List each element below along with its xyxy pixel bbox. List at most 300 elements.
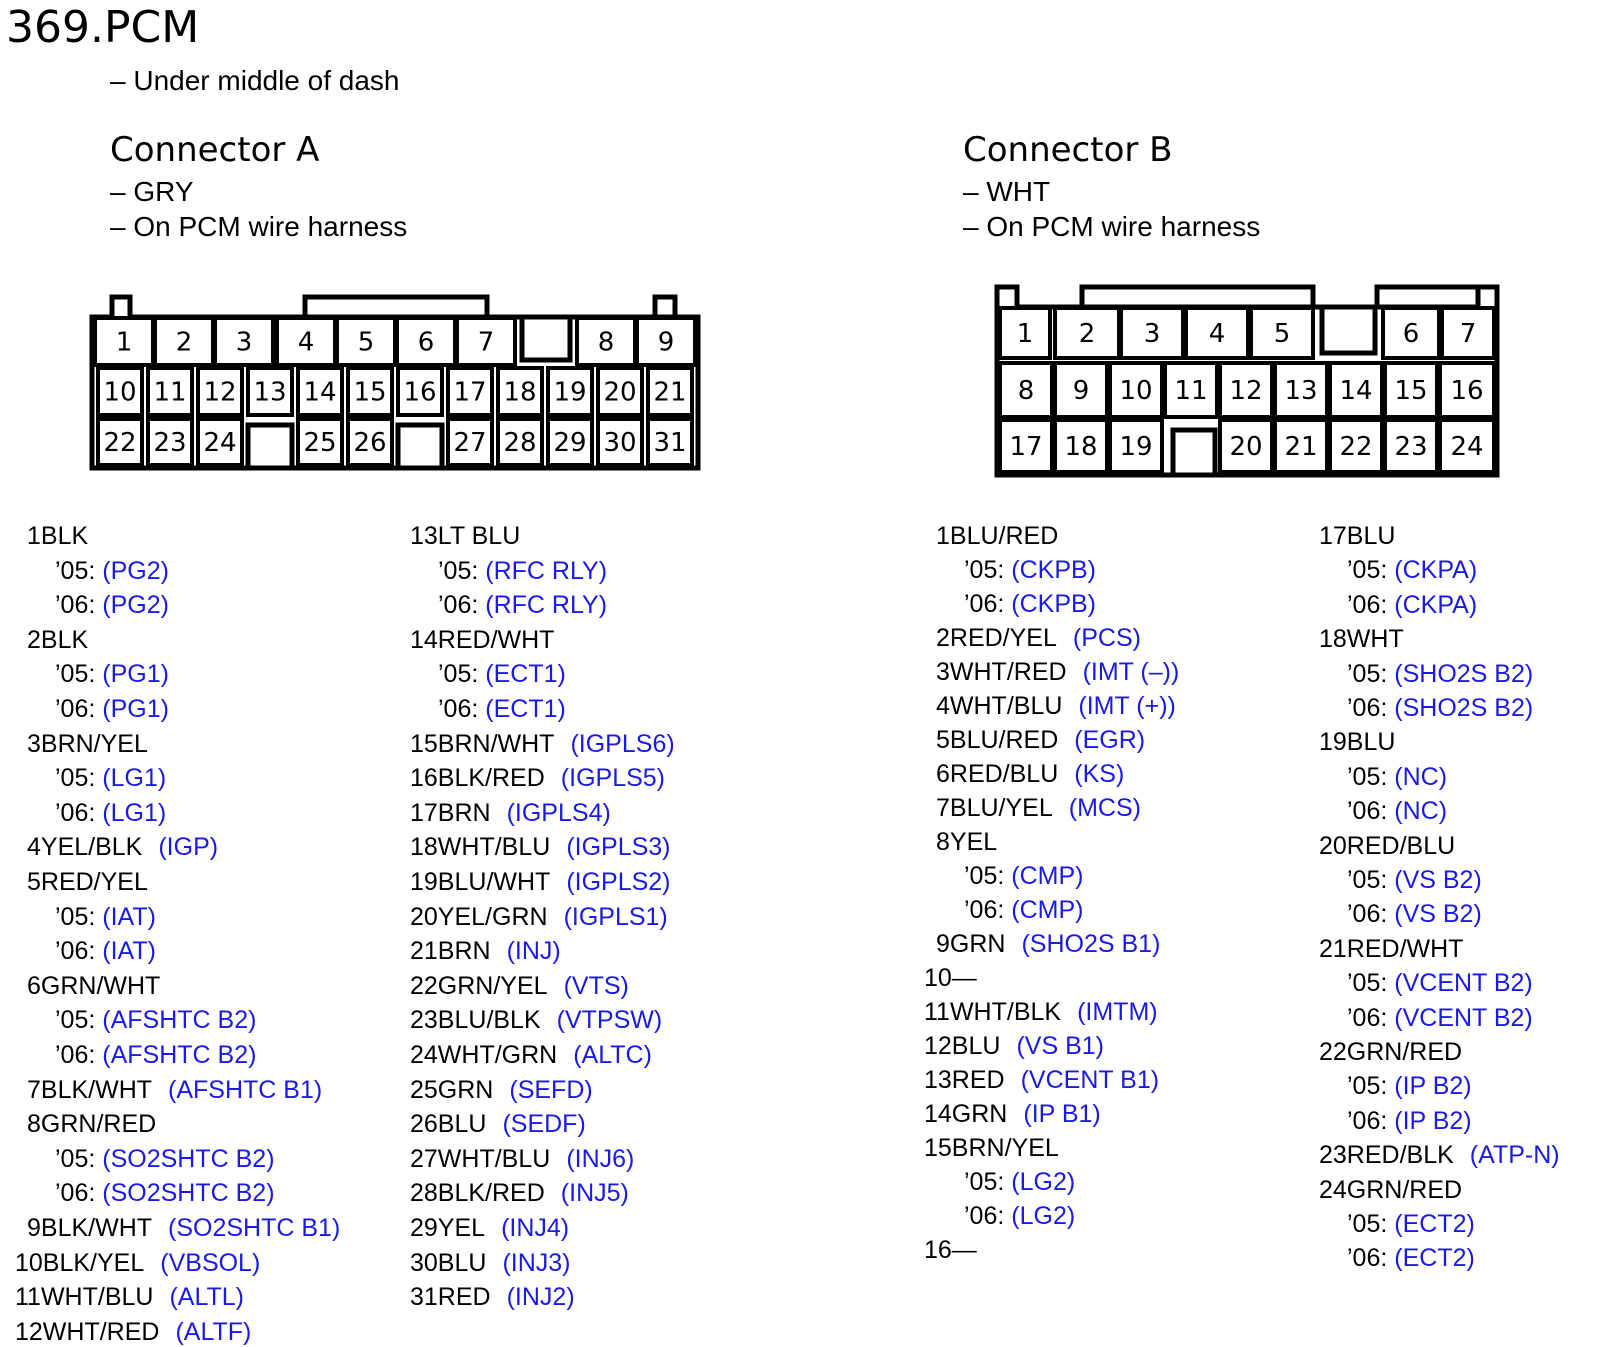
pin-year-entry	[55, 936, 156, 966]
connector-b-pin-number: 13	[1284, 376, 1318, 406]
pin-entry	[924, 1133, 1059, 1163]
pin-entry	[936, 827, 997, 857]
pin-year-entry	[1347, 762, 1447, 792]
pin-wire-color: 20RED/BLU	[1319, 831, 1456, 860]
connector-a-pin-number: 17	[453, 377, 487, 408]
pin-signal: (PG1)	[102, 660, 169, 689]
connector-a-pin-number: 26	[353, 428, 387, 458]
pin-wire-color: 18WHT/BLU	[410, 833, 551, 862]
pin-entry	[1319, 934, 1463, 964]
pin-wire-color: 22GRN/RED	[1319, 1038, 1463, 1066]
connector-a-pin-number: 18	[503, 377, 537, 408]
pin-model-year: ’05:	[964, 556, 1012, 584]
connector-b-harness: – On PCM wire harness	[963, 211, 1261, 242]
pin-signal: (PG1)	[102, 695, 169, 723]
pin-wire-color: 20YEL/GRN	[410, 902, 548, 931]
pin-wire-color: 12WHT/RED	[15, 1317, 160, 1346]
pin-wire-color: 4YEL/BLK	[27, 833, 143, 862]
pin-model-year: ’05:	[964, 862, 1012, 890]
pin-signal: (RFC RLY)	[485, 591, 608, 620]
connector-a-title: Connector A	[110, 130, 320, 170]
pin-signal: (SHO2S B2)	[1394, 694, 1534, 722]
connector-a-pin-number: 5	[357, 327, 375, 358]
pin-signal: (PG2)	[102, 556, 169, 585]
pin-year-entry	[1347, 1243, 1475, 1273]
pin-wire-color: 1BLU/RED	[936, 522, 1059, 550]
pin-signal: (SO2SHTC B1)	[168, 1214, 341, 1242]
pin-wire-color: 1BLK	[27, 522, 89, 550]
connector-a-pin-number: 16	[403, 377, 437, 408]
pin-entry	[924, 1235, 977, 1265]
connector-b-pin-number: 7	[1459, 319, 1477, 349]
pin-wire-color: 30BLU	[410, 1248, 487, 1277]
pin-model-year: ’05:	[964, 1168, 1012, 1196]
pin-signal: (SEFD)	[509, 1075, 593, 1104]
pin-year-entry	[1347, 865, 1482, 895]
pin-wire-color: 14GRN	[924, 1100, 1008, 1128]
pin-wire-color: 17BLU	[1319, 522, 1396, 550]
pin-signal: (ALTF)	[175, 1317, 252, 1346]
pin-signal: (IGPLS1)	[563, 902, 668, 931]
connector-b-pin-number: 6	[1402, 319, 1420, 349]
pin-model-year: ’05:	[1347, 1210, 1395, 1238]
pin-signal: (NC)	[1394, 762, 1448, 791]
pin-entry	[27, 1109, 156, 1139]
pin-wire-color: 26BLU	[410, 1110, 487, 1139]
pin-year-entry	[1347, 1071, 1472, 1101]
pin-wire-color: 28BLK/RED	[410, 1179, 545, 1208]
connector-a-pin-number: 25	[303, 428, 337, 458]
connector-b-pin-number: 1	[1016, 319, 1034, 349]
pin-year-entry	[438, 659, 566, 689]
pin-entry	[410, 1040, 652, 1070]
pin-wire-color: 14RED/WHT	[410, 625, 555, 654]
pin-entry	[27, 832, 218, 862]
pin-signal: (VS B2)	[1394, 900, 1482, 929]
pin-year-entry	[1347, 1003, 1533, 1033]
pin-signal: (VCENT B2)	[1394, 969, 1533, 998]
pin-wire-color: 13RED	[924, 1066, 1005, 1094]
pin-entry	[27, 625, 88, 655]
pin-model-year: ’06:	[964, 590, 1012, 618]
pin-model-year: ’05:	[1347, 556, 1395, 585]
pin-signal: (VS B2)	[1394, 866, 1482, 894]
pin-entry	[924, 1099, 1101, 1129]
connector-a-pin-number: 15	[353, 377, 387, 408]
pin-signal: (INJ4)	[501, 1214, 570, 1242]
pin-wire-color: 15BRN/WHT	[410, 729, 555, 758]
pin-model-year: ’06:	[55, 798, 103, 827]
pin-signal: (LG2)	[1011, 1168, 1076, 1196]
connector-b-pin-number: 2	[1078, 319, 1096, 349]
pin-signal: (ECT2)	[1394, 1210, 1475, 1238]
location-note: – Under middle of dash	[110, 65, 400, 96]
pin-signal: (VS B1)	[1016, 1032, 1104, 1060]
connector-b-pin-number: 17	[1009, 432, 1043, 462]
pin-wire-color: 12BLU	[924, 1032, 1001, 1060]
pin-signal: (INJ2)	[506, 1283, 575, 1312]
pin-wire-color: 5BLU/RED	[936, 726, 1059, 754]
pin-entry	[410, 521, 520, 551]
pin-entry	[924, 1065, 1159, 1095]
pin-signal: (CKPA)	[1394, 556, 1478, 585]
pin-year-entry	[55, 798, 166, 828]
pin-wire-color: 10—	[924, 964, 977, 992]
pin-signal: (CKPB)	[1011, 590, 1096, 618]
connector-a-pin-number: 20	[603, 377, 637, 408]
pin-entry	[410, 1178, 629, 1208]
pin-model-year: ’05:	[55, 556, 103, 585]
pin-wire-color: 19BLU/WHT	[410, 868, 551, 896]
pin-entry	[410, 971, 629, 1001]
connector-b-pin-number: 24	[1450, 432, 1484, 462]
pin-signal: (LG1)	[102, 798, 167, 827]
pin-year-entry	[55, 590, 169, 620]
pin-year-entry	[964, 861, 1083, 891]
pin-wire-color: 3BRN/YEL	[27, 729, 148, 758]
pin-entry	[924, 1031, 1104, 1061]
pin-model-year: ’06:	[964, 1202, 1012, 1230]
connector-b-pin-number: 14	[1339, 376, 1373, 406]
pin-model-year: ’05:	[1347, 1072, 1395, 1101]
pin-signal: (IP B2)	[1394, 1072, 1472, 1101]
pin-signal: (MCS)	[1068, 794, 1141, 822]
connector-a-pin-number: 6	[417, 327, 435, 358]
pin-signal: (IMTM)	[1077, 998, 1158, 1026]
pin-year-entry	[1347, 555, 1477, 585]
pin-signal: (SEDF)	[502, 1110, 586, 1139]
pin-signal: (CKPB)	[1011, 556, 1096, 584]
pin-entry	[410, 867, 671, 897]
pin-wire-color: 16BLK/RED	[410, 764, 545, 793]
pin-year-entry	[1347, 659, 1533, 689]
pin-entry	[936, 521, 1058, 551]
pin-entry	[410, 1075, 593, 1105]
connector-b-pin-number: 18	[1064, 432, 1098, 462]
connector-a-pin-number: 1	[115, 327, 133, 358]
pin-signal: (INJ3)	[502, 1248, 571, 1277]
pin-year-entry	[1347, 693, 1533, 723]
pin-signal: (VCENT B1)	[1020, 1066, 1160, 1094]
pin-signal: (VTPSW)	[556, 1006, 663, 1035]
pin-entry	[1319, 1140, 1560, 1170]
connector-b-pin-number: 8	[1017, 376, 1035, 406]
pin-model-year: ’05:	[1347, 969, 1395, 998]
pin-signal: (NC)	[1394, 797, 1448, 826]
pin-wire-color: 15BRN/YEL	[924, 1134, 1059, 1162]
pin-model-year: ’06:	[1347, 1106, 1395, 1135]
pin-model-year: ’06:	[438, 695, 486, 723]
connector-a-pin-number: 11	[153, 377, 187, 408]
pin-model-year: ’05:	[1347, 762, 1395, 791]
connector-a-pin-number: 31	[653, 428, 687, 458]
pin-entry	[410, 902, 668, 932]
pin-signal: (IAT)	[102, 937, 156, 966]
pin-signal: (VTS)	[563, 971, 629, 1000]
connector-a-pin-number: 8	[597, 327, 615, 358]
pin-model-year: ’06:	[1347, 1244, 1395, 1273]
pin-entry	[924, 997, 1158, 1027]
pin-entry	[1319, 521, 1395, 551]
pin-model-year: ’05:	[1347, 866, 1395, 894]
pin-signal: (EGR)	[1074, 726, 1146, 754]
pin-year-entry	[1347, 796, 1447, 826]
pin-entry	[924, 963, 977, 993]
pin-entry	[936, 793, 1141, 823]
connector-b-pin-number: 11	[1174, 376, 1208, 406]
connector-a-pin-number: 4	[297, 327, 315, 358]
pin-model-year: ’06:	[1347, 900, 1395, 929]
pin-entry	[27, 729, 148, 759]
pin-model-year: ’06:	[1347, 797, 1395, 826]
connector-b-pin-number: 15	[1394, 376, 1428, 406]
pin-signal: (IGPLS6)	[570, 729, 675, 758]
pin-year-entry	[964, 589, 1096, 619]
pin-signal: (INJ5)	[560, 1179, 629, 1208]
pin-wire-color: 6GRN/WHT	[27, 971, 161, 1000]
connector-b-face-diagram	[985, 275, 1515, 485]
pin-model-year: ’05:	[438, 556, 486, 585]
connector-a-color: – GRY	[110, 176, 194, 207]
pin-wire-color: 18WHT	[1319, 625, 1404, 654]
pin-entry	[15, 1317, 251, 1347]
pin-wire-color: 6RED/BLU	[936, 760, 1059, 788]
pin-year-entry	[55, 1144, 275, 1174]
pin-entry	[410, 625, 554, 655]
page-title: 369.PCM	[6, 2, 200, 53]
pin-signal: (IP B2)	[1394, 1106, 1472, 1135]
pin-entry	[936, 691, 1176, 721]
pin-year-entry	[964, 1167, 1075, 1197]
connector-b-title: Connector B	[963, 130, 1173, 170]
connector-a-pin-number: 19	[553, 377, 587, 408]
connector-a-pin-number: 27	[453, 428, 487, 458]
pin-entry	[410, 1213, 569, 1243]
pin-year-entry	[1347, 1209, 1475, 1239]
pin-signal: (SO2SHTC B2)	[102, 1179, 275, 1208]
pin-entry	[27, 1213, 340, 1243]
pin-wire-color: 29YEL	[410, 1214, 486, 1242]
pin-entry	[410, 1109, 586, 1139]
pin-year-entry	[55, 763, 166, 793]
pin-wire-color: 7BLU/YEL	[936, 794, 1053, 822]
pin-year-entry	[55, 659, 169, 689]
connector-b-pin-number: 22	[1339, 432, 1373, 462]
connector-b-pin-number: 16	[1450, 376, 1484, 406]
connector-b-pin-number: 3	[1143, 319, 1161, 349]
pin-signal: (PG2)	[102, 591, 169, 620]
pin-signal: (SHO2S B1)	[1021, 930, 1161, 958]
pin-model-year: ’06:	[55, 1179, 103, 1208]
pin-wire-color: 11WHT/BLK	[924, 998, 1062, 1026]
pin-wire-color: 21RED/WHT	[1319, 934, 1464, 963]
pin-entry	[936, 623, 1141, 653]
connector-a-pin-number: 10	[103, 377, 137, 408]
pin-signal: (AFSHTC B1)	[168, 1075, 323, 1104]
pin-entry	[410, 1282, 575, 1312]
pin-signal: (ALTL)	[169, 1283, 245, 1312]
pin-year-entry	[438, 556, 607, 586]
pin-entry	[27, 867, 148, 897]
pin-model-year: ’06:	[55, 695, 103, 723]
pin-wire-color: 4WHT/BLU	[936, 692, 1063, 720]
pin-wire-color: 8GRN/RED	[27, 1110, 157, 1139]
pin-year-entry	[55, 902, 156, 932]
pin-signal: (LG2)	[1011, 1202, 1076, 1230]
pin-year-entry	[438, 590, 607, 620]
pin-signal: (SO2SHTC B2)	[102, 1144, 275, 1173]
pin-model-year: ’05:	[438, 660, 486, 689]
pin-model-year: ’06:	[55, 937, 103, 966]
pin-wire-color: 11WHT/BLU	[15, 1283, 154, 1312]
pin-wire-color: 21BRN	[410, 937, 491, 966]
pin-year-entry	[55, 1005, 256, 1035]
pin-wire-color: 13LT BLU	[410, 522, 521, 550]
pin-signal: (ECT1)	[485, 660, 566, 689]
pin-entry	[410, 763, 665, 793]
pin-entry	[410, 936, 561, 966]
pin-signal: (IGP)	[158, 833, 219, 862]
connector-a-pin-number: 22	[103, 428, 137, 458]
connector-a-pin-number: 2	[175, 327, 193, 358]
pin-entry	[1319, 624, 1404, 654]
pin-signal: (KS)	[1074, 760, 1125, 788]
pin-signal: (IGPLS3)	[566, 833, 671, 862]
connector-b-pin-number: 4	[1208, 319, 1226, 349]
pin-signal: (IMT (–))	[1082, 658, 1180, 686]
pin-wire-color: 23BLU/BLK	[410, 1006, 541, 1035]
pin-signal: (IGPLS4)	[506, 798, 611, 827]
pin-year-entry	[964, 895, 1083, 925]
pin-wire-color: 16—	[924, 1236, 977, 1264]
pin-wire-color: 19BLU	[1319, 728, 1396, 757]
pin-wire-color: 9GRN	[936, 930, 1006, 958]
connector-a-pin-number: 30	[603, 428, 637, 458]
connector-a-pin-number: 9	[657, 327, 675, 358]
pin-year-entry	[55, 556, 169, 586]
pin-entry	[936, 759, 1124, 789]
pin-entry	[410, 798, 611, 828]
pin-model-year: ’06:	[964, 896, 1012, 924]
connector-a-pin-number: 13	[253, 377, 287, 408]
connector-b-pin-number: 12	[1229, 376, 1263, 406]
pin-entry	[936, 929, 1160, 959]
pin-wire-color: 5RED/YEL	[27, 868, 148, 896]
pin-signal: (IMT (+))	[1078, 692, 1176, 720]
pin-model-year: ’06:	[55, 591, 103, 620]
pin-model-year: ’05:	[1347, 659, 1395, 688]
pin-signal: (IGPLS2)	[566, 868, 671, 896]
connector-b-color: – WHT	[963, 176, 1051, 207]
pin-wire-color: 3WHT/RED	[936, 658, 1067, 686]
pin-signal: (ALTC)	[573, 1041, 652, 1069]
pin-entry	[936, 725, 1145, 755]
pin-wire-color: 27WHT/BLU	[410, 1144, 551, 1173]
pin-signal: (CMP)	[1011, 896, 1084, 924]
connector-b-pin-number: 20	[1229, 432, 1263, 462]
connector-a-pin-number: 7	[477, 327, 495, 358]
pin-model-year: ’05:	[55, 902, 103, 931]
pin-signal: (SHO2S B2)	[1394, 659, 1534, 688]
connector-a-pin-number: 14	[303, 377, 337, 408]
pin-entry	[15, 1248, 260, 1278]
connector-a-pin-number: 24	[203, 428, 237, 458]
pin-signal: (INJ6)	[566, 1144, 635, 1173]
pin-wire-color: 23RED/BLK	[1319, 1141, 1454, 1170]
pin-signal: (PCS)	[1072, 624, 1141, 652]
pin-signal: (IGPLS5)	[560, 764, 665, 793]
connector-b-pin-number: 19	[1119, 432, 1153, 462]
pin-signal: (INJ)	[506, 937, 561, 966]
pin-model-year: ’05:	[55, 1006, 103, 1035]
pin-wire-color: 10BLK/YEL	[15, 1248, 145, 1277]
pin-year-entry	[964, 555, 1096, 585]
pin-year-entry	[964, 1201, 1075, 1231]
pin-signal: (ECT1)	[485, 695, 566, 723]
pin-year-entry	[438, 694, 566, 724]
connector-b-pin-number: 10	[1119, 376, 1153, 406]
pin-entry	[410, 832, 671, 862]
pin-entry	[410, 1248, 571, 1278]
pin-model-year: ’05:	[55, 764, 103, 793]
pin-model-year: ’06:	[1347, 1003, 1395, 1032]
pin-wire-color: 24GRN/RED	[1319, 1175, 1463, 1204]
connector-b-pin-number: 5	[1273, 319, 1291, 349]
connector-b-pin-number: 9	[1072, 376, 1090, 406]
pin-model-year: ’06:	[438, 591, 486, 620]
pin-signal: (CMP)	[1011, 862, 1084, 890]
pin-year-entry	[55, 1040, 256, 1070]
pin-year-entry	[1347, 1106, 1472, 1136]
pin-signal: (ATP-N)	[1469, 1141, 1560, 1170]
pin-year-entry	[55, 1178, 275, 1208]
pin-entry	[1319, 1037, 1462, 1067]
pin-entry	[1319, 1175, 1462, 1205]
pin-entry	[1319, 831, 1455, 861]
pin-wire-color: 9BLK/WHT	[27, 1214, 153, 1242]
pin-wire-color: 24WHT/GRN	[410, 1041, 558, 1069]
pin-signal: (LG1)	[102, 764, 167, 793]
connector-a-harness: – On PCM wire harness	[110, 211, 408, 242]
pin-entry	[410, 1005, 662, 1035]
pin-signal: (VCENT B2)	[1394, 1003, 1533, 1032]
pin-signal: (VBSOL)	[160, 1248, 261, 1277]
pin-wire-color: 31RED	[410, 1283, 491, 1312]
pin-wire-color: 2RED/YEL	[936, 624, 1057, 652]
pin-year-entry	[1347, 590, 1477, 620]
pin-signal: (ECT2)	[1394, 1244, 1475, 1273]
pin-entry	[27, 1075, 322, 1105]
pin-entry	[936, 657, 1179, 687]
pin-entry	[1319, 727, 1395, 757]
connector-a-pin-number: 21	[653, 377, 687, 408]
pin-wire-color: 22GRN/YEL	[410, 971, 548, 1000]
pin-entry	[410, 1144, 634, 1174]
connector-b-pin-number: 23	[1394, 432, 1428, 462]
pin-model-year: ’05:	[55, 660, 103, 689]
pin-signal: (RFC RLY)	[485, 556, 608, 585]
connector-a-pin-number: 3	[235, 327, 253, 358]
pin-signal: (IP B1)	[1023, 1100, 1101, 1128]
pin-year-entry	[1347, 968, 1533, 998]
pin-entry	[27, 521, 88, 551]
pin-wire-color: 17BRN	[410, 798, 491, 827]
pin-wire-color: 8YEL	[936, 828, 998, 856]
pin-signal: (IAT)	[102, 902, 156, 931]
pin-model-year: ’05:	[55, 1144, 103, 1173]
connector-a-pin-number: 12	[203, 377, 237, 408]
pin-wire-color: 2BLK	[27, 625, 89, 654]
